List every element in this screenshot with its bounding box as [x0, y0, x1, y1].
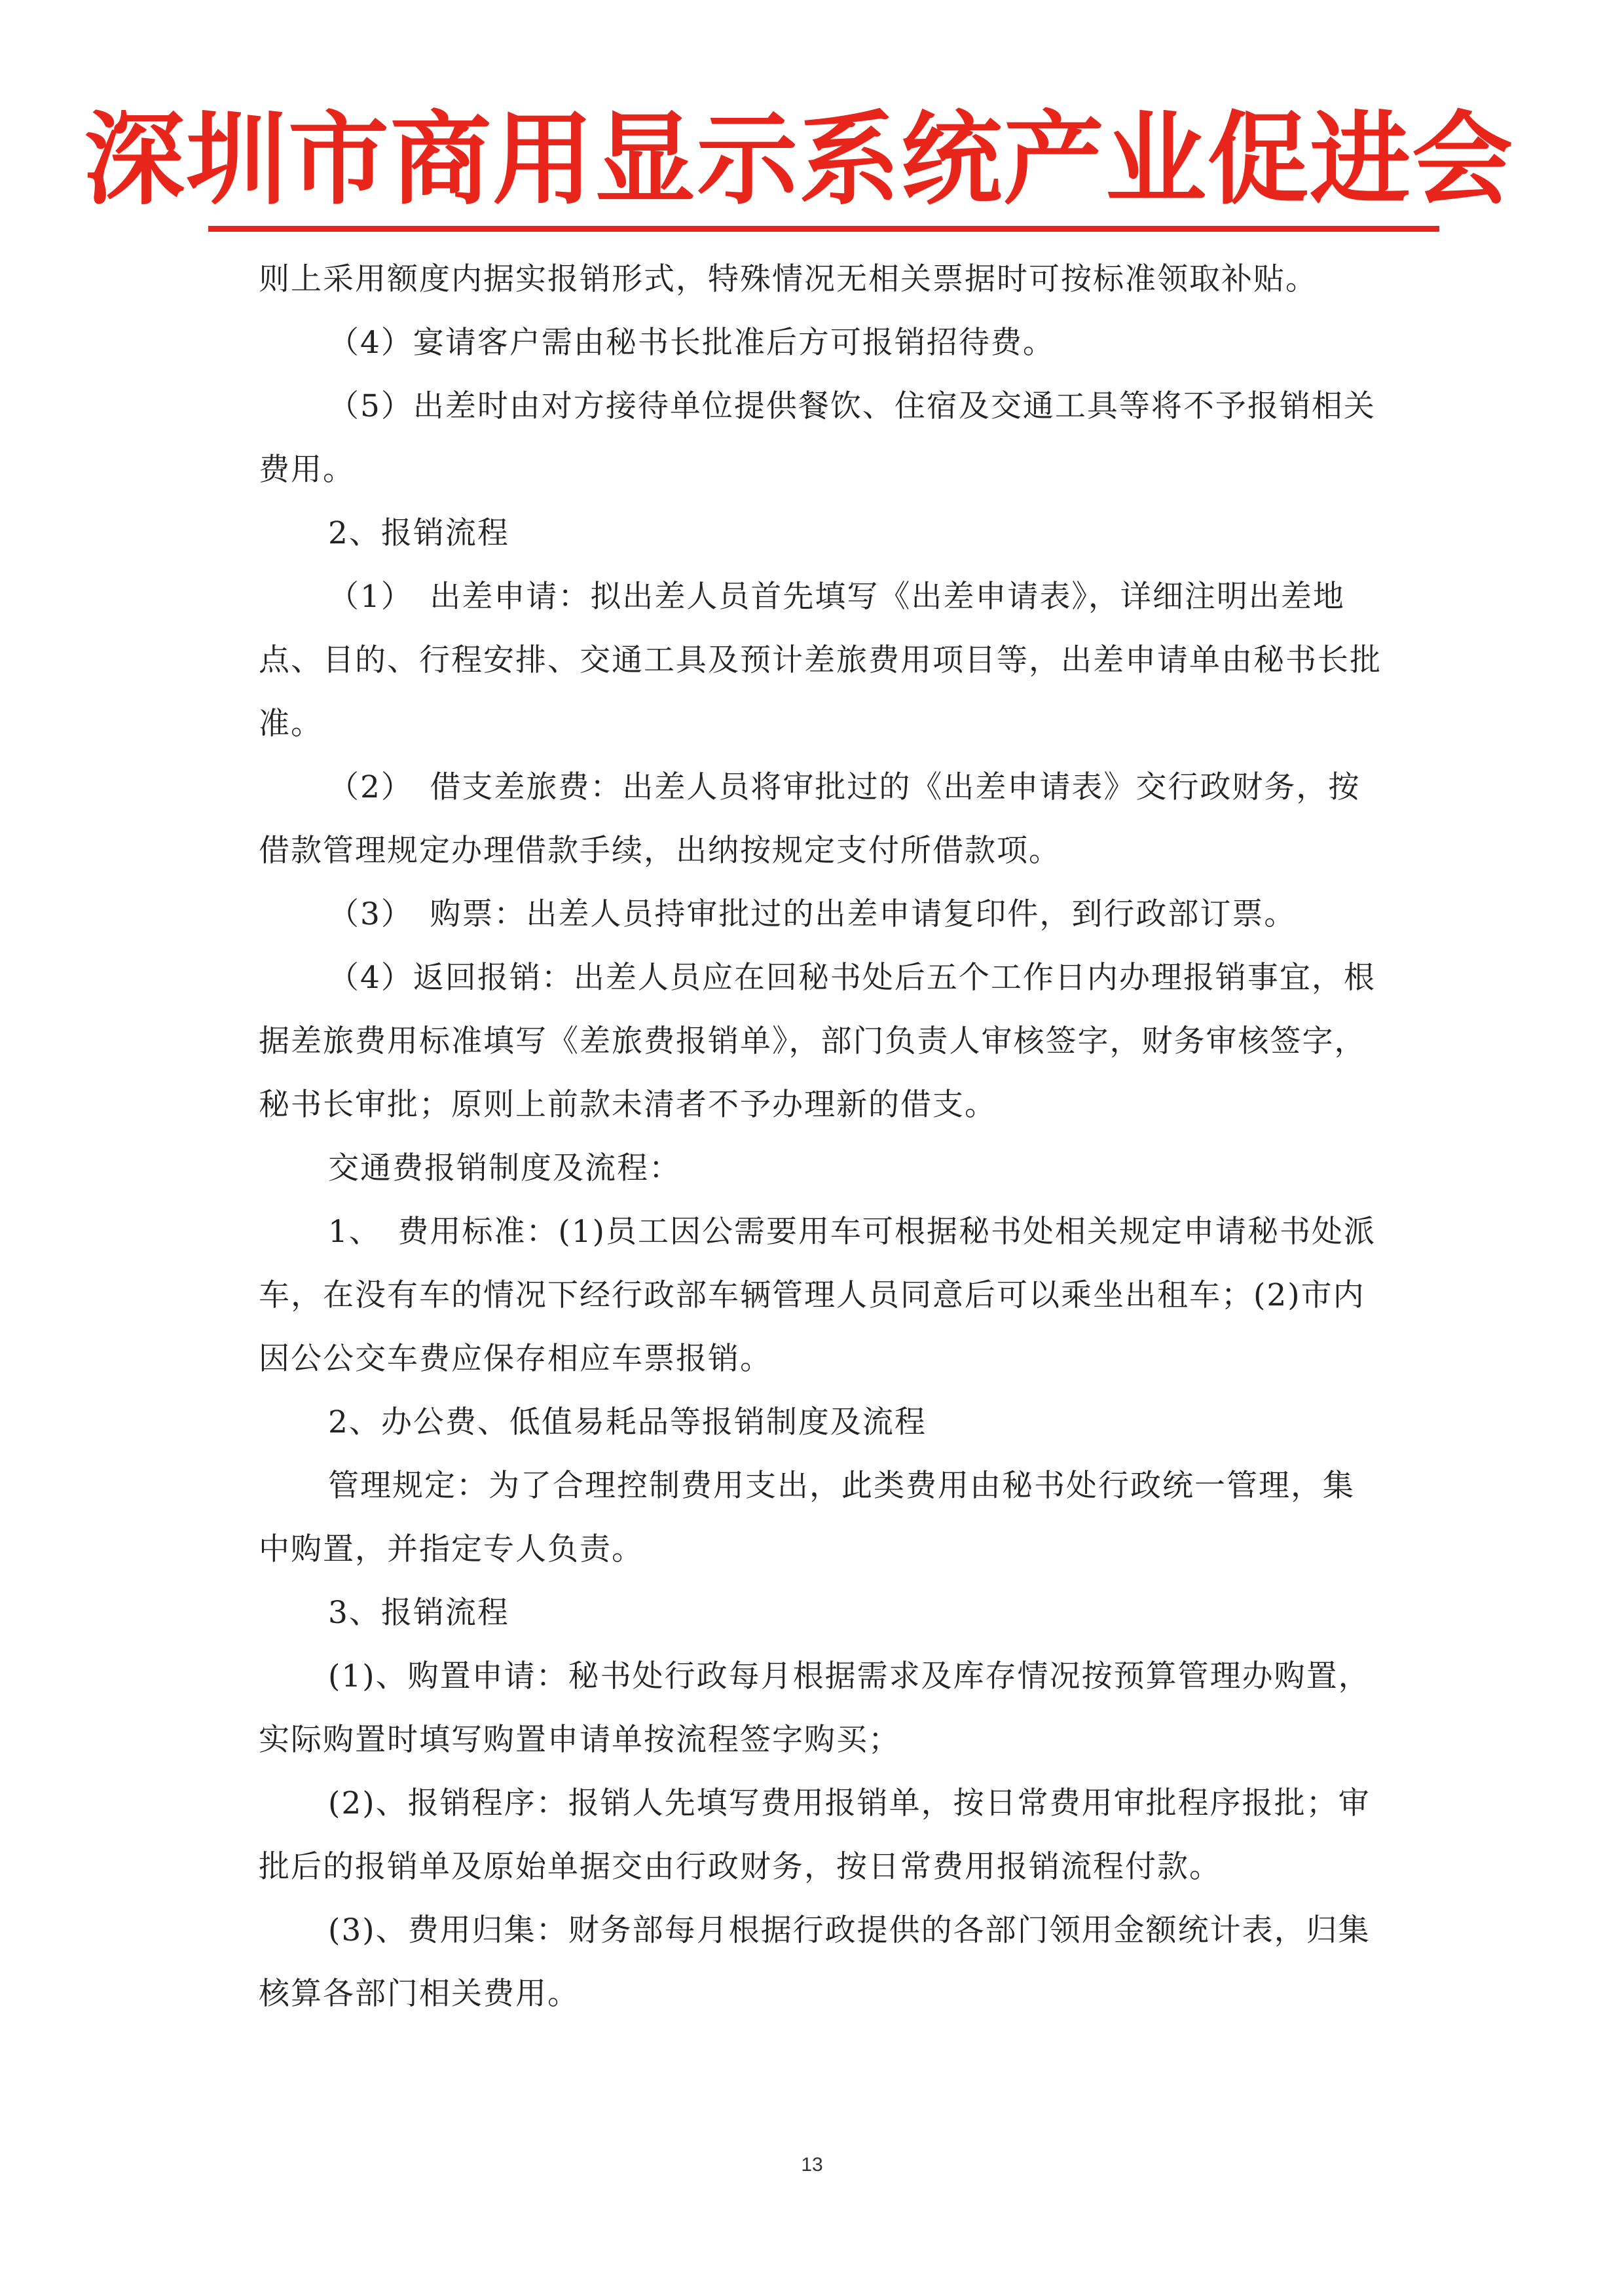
paragraph: 则上采用额度内据实报销形式，特殊情况无相关票据时可按标准领取补贴。: [259, 261, 1318, 297]
page-number: 13: [801, 2154, 823, 2176]
paragraph: （1） 出差申请：拟出差人员首先填写《出差申请表》，详细注明出差地点、目的、行程安排、交通工具及预计差旅费用项目等，出差申请单由秘书长批准。: [259, 579, 1382, 742]
letterhead-rule: [208, 226, 1439, 232]
letterhead: [0, 98, 1624, 223]
paragraph: （3） 购票：出差人员持审批过的出差申请复印件，到行政部订票。: [328, 896, 1297, 932]
section-heading: 2、报销流程: [328, 515, 509, 551]
paragraph: （2） 借支差旅费：出差人员将审批过的《出差申请表》交行政财务，按借款管理规定办理借款手续，出纳按规定支付所借款项。: [259, 769, 1361, 869]
paragraph: 管理规定：为了合理控制费用支出，此类费用由秘书处行政统一管理，集中购置，并指定专人负责。: [259, 1468, 1355, 1567]
paragraph: （4）宴请客户需由秘书长批准后方可报销招待费。: [328, 325, 1055, 361]
section-heading: 2、办公费、低值易耗品等报销制度及流程: [328, 1404, 927, 1440]
document-body: [259, 247, 1385, 2026]
paragraph: （5）出差时由对方接待单位提供餐饮、住宿及交通工具等将不予报销相关费用。: [259, 388, 1376, 488]
paragraph: (1)、购置申请：秘书处行政每月根据需求及库存情况按预算管理办购置，实际购置时填写购置申请单按流程签字购买；: [259, 1658, 1371, 1758]
paragraph: （4）返回报销：出差人员应在回秘书处后五个工作日内办理报销事宜，根据差旅费用标准填写《差旅费报销单》，部门负责人审核签字，财务审核签字，秘书长审批；原则上前款未清者不予办理新的借支。: [259, 960, 1376, 1123]
organization-name: 深圳市商用显示系统产业促进会: [83, 101, 1514, 219]
paragraph: 1、 费用标准：(1)员工因公需要用车可根据秘书处相关规定申请秘书处派车，在没有车的情况下经行政部车辆管理人员同意后可以乘坐出租车；(2)市内因公公交车费应保存相应车票报销。: [259, 1214, 1376, 1377]
paragraph: (2)、报销程序：报销人先填写费用报销单，按日常费用审批程序报批；审批后的报销单及原始单据交由行政财务，按日常费用报销流程付款。: [259, 1785, 1371, 1885]
section-heading: 3、报销流程: [328, 1595, 509, 1631]
section-heading: 交通费报销制度及流程：: [328, 1150, 681, 1186]
paragraph: (3)、费用归集：财务部每月根据行政提供的各部门领用金额统计表，归集核算各部门相关费用。: [259, 1912, 1371, 2012]
